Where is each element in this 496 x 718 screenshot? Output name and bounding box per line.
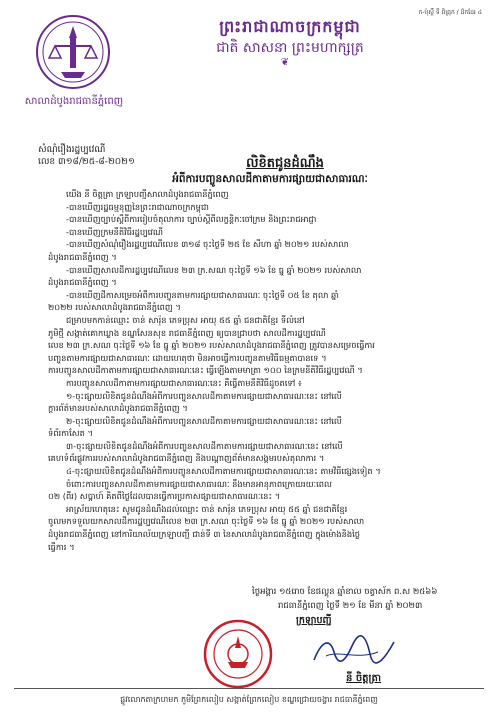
reference-mark: ក-ប៉ុស្តិ៍ ទី ពិព្រុក / ដ៏កដែរ ៤ xyxy=(418,9,482,16)
body-line: គេហទំព័រផ្លូវការរបស់សាលាដំបូងរាជធានីភ្នំពេញ និងបណ្តាញព័ត៌មានសង្គមរបស់តុលាការ ។ xyxy=(48,453,325,464)
handwritten-signature xyxy=(308,630,398,670)
body-line: ដំបូងរាជធានីភ្នំពេញ នៅការិយាល័យក្រឡាបញ្ជី ជាន់ទី ៣ នៃសាលាដំបូងរាជធានីភ្នំពេញ ក្នុងម៉ោងនិងថ្ងៃ xyxy=(48,529,361,540)
solar-date: រាជធានីភ្នំពេញ ថ្ងៃទី ២១ ខែ មីនា ឆ្នាំ ២០២៣ xyxy=(278,601,423,611)
body-line: លេខ ២៣ ក្រ.សណ ចុះថ្ងៃទី ១៦ ខែ ធ្នូ ឆ្នាំ ២០២១ របស់សាលាដំបូងរាជធានីភ្នំពេញ ត្រូវបានសម្រេចធ្វើការ xyxy=(48,340,375,351)
body-line: ធ្វើការ ។ xyxy=(48,541,75,552)
body-line: ចូលមកទទួលយកសាលដីការដ្ឋប្បវេណីលេខ ២៣ ក្រ.សណ ចុះថ្ងៃទី ១៦ ខែ ធ្នូ ឆ្នាំ ២០២១ របស់សាលា xyxy=(48,516,365,527)
body-line: ៣-ចុះផ្សាយលិខិតជូនដំណឹងអំពីការបញ្ចូនសាលដីកាតាមការផ្សាយជាសាធារណៈនេះ នៅលើ xyxy=(66,440,343,451)
footer-divider xyxy=(14,688,484,689)
kingdom-header: ព្រះរាជាណាចក្រកម្ពុជា xyxy=(219,17,361,36)
footer-address: ផ្លូវលោកតាក្រហមក ភូមិព្រែកលៀប សង្កាត់ព្រែកលៀប ខណ្ឌជ្រោយចង្វារ រាជធានីភ្នំពេញ xyxy=(120,695,378,704)
document-number: លេខ ៣១៨/២៥-៨-២០២១ xyxy=(38,157,135,167)
file-type: សំណុំរឿងរដ្ឋប្បវេណី xyxy=(38,145,106,155)
body-line: ទំព័រកាសែត ។ xyxy=(48,428,93,439)
document-title: លិខិតជូនដំណឹង xyxy=(246,156,324,171)
body-line: ក្តារព័ត៌មានរបស់សាលាដំបូងរាជធានីភ្នំពេញ ។ xyxy=(48,403,188,414)
body-line: ០២ (ពីរ) សប្តាហ៍ គិតពីថ្ងៃដែលបានធ្វើការប្រកាសផ្សាយជាសាធារណៈនេះ ។ xyxy=(48,491,281,502)
body-line: ការបញ្ចូនសាលដីកាតាមការផ្សាយជាសាធារណៈនេះ គឺធ្វើតាមនីតិវិធីដូចតទៅ ៖ xyxy=(66,377,302,388)
document-body xyxy=(48,188,480,553)
body-line: -បានឃើញរដ្ឋធម្មនុញ្ញនៃព្រះរាជាណាចក្រកម្ពុជា xyxy=(66,201,209,212)
lunar-date: ថ្ងៃអង្គារ ១៥រោច ខែផល្គុន ឆ្នាំខាល ចត្វាស័ក ព.ស ២៥៦៦ xyxy=(252,587,438,597)
signer-name: នី ចិត្តត្រា xyxy=(346,673,382,684)
body-line: ២-ចុះផ្សាយលិខិតជូនដំណឹងអំពីការបញ្ចូនសាលដីកាតាមការផ្សាយជាសាធារណៈនេះ នៅលើ xyxy=(66,415,342,426)
body-line: -បានឃើញដីកាសម្រេចអំពីការបញ្ចូនតាមការផ្សាយជាសាធារណៈ ចុះថ្ងៃទី ០៥ ខែ តុលា ឆ្នាំ xyxy=(66,289,339,300)
body-line: អាស្រ័យហេតុនេះ សូមជូនដំណឹងដល់ឈ្មោះ ចាន់ សារ៉ុន ភេទប្រុស អាយុ ៥៥ ឆ្នាំ ជនជាតិខ្មែរ xyxy=(66,503,348,514)
body-line: ការបញ្ចូនសាលដីកាតាមការផ្សាយជាសាធារណៈនេះ ធ្វើឡើងតាមមាត្រា ១០០ នៃក្រមនីតិវិធីរដ្ឋប្បវេណី ។ xyxy=(48,365,363,376)
body-line: ១-ចុះផ្សាយលិខិតជូនដំណឹងអំពីការបញ្ចូនសាលដីកាតាមការផ្សាយជាសាធារណៈនេះ នៅលើ xyxy=(66,390,342,401)
document-subtitle: អំពីការបញ្ចូនសាលដីកាតាមការផ្សាយជាសាធារណៈ xyxy=(172,173,368,185)
body-line: -បានឃើញច្បាប់ស្តីពីការរៀបចំតុលាការ ច្បាប់ស្តីពីលក្ខន្តិកៈចៅក្រម និងព្រះរាជអាជ្ញា xyxy=(66,214,317,225)
body-paragraphs xyxy=(48,201,480,554)
court-name: សាលាដំបូងរាជធានីភ្នំពេញ xyxy=(24,96,124,107)
body-line: ដំបូងរាជធានីភ្នំពេញ ។ xyxy=(48,251,117,262)
body-line: ដំបូងរាជធានីភ្នំពេញ ។ xyxy=(48,277,117,288)
national-motto: ជាតិ សាសនា ព្រះមហាក្សត្រ xyxy=(216,40,364,56)
from-line: យើង នី ចិត្តត្រា ក្រឡាបញ្ជីសាលាដំបូងរាជធានីភ្នំពេញ xyxy=(66,189,229,199)
court-emblem-icon xyxy=(33,12,113,94)
body-line: ចំពោះការបញ្ចូនសាលដីកាតាមការផ្សាយជាសាធារណៈ នឹងមានអានុភាពក្រោយរយៈពេល xyxy=(66,478,332,489)
body-line: បញ្ចូនតាមការផ្សាយជាសាធារណៈ ដោយហេតុថា មិនអាចធ្វើការបញ្ចូនតាមវិធីធម្មតាបានទេ ។ xyxy=(48,352,327,363)
body-line: ជម្រាបមកកាន់ឈ្មោះ ចាន់ សារ៉ុន ភេទប្រុស អាយុ ៥៥ ឆ្នាំ ជនជាតិខ្មែរ ទីលំនៅ xyxy=(66,314,305,325)
signer-title: ក្រឡាបញ្ជី xyxy=(296,615,332,626)
ornament-divider: ❦ xyxy=(280,57,290,68)
body-line: ៤-ចុះផ្សាយលិខិតជូនដំណឹងអំពីការបញ្ចូនសាលដីកាតាមការផ្សាយជាសាធារណៈនេះ តាមវិធីផ្សេងទៀត ។ xyxy=(66,466,381,477)
body-line: ២០២២ របស់សាលាដំបូងរាជធានីភ្នំពេញ ។ xyxy=(48,302,181,313)
body-line: ភូមិថ្មី សង្កាត់គោកឃ្លាង ខណ្ឌសែនសុខ រាជធានីភ្នំពេញ ឲ្យបានជ្រាបថា សាលដីការដ្ឋប្បវេណី xyxy=(48,327,326,338)
body-line: -បានឃើញក្រមនីតិវិធីរដ្ឋប្បវេណី xyxy=(66,226,164,237)
body-line: -បានឃើញសាលដីការដ្ឋប្បវេណីលេខ ២៣ ក្រ.សណ ចុះថ្ងៃទី ១៦ ខែ ធ្នូ ឆ្នាំ ២០២១ របស់សាលា xyxy=(66,264,362,275)
body-line: -បានឃើញសំណុំរឿងរដ្ឋប្បវេណីលេខ ៣១៨ ចុះថ្ងៃទី ២៥ ខែ សីហា ឆ្នាំ ២០២១ របស់សាលា xyxy=(66,239,349,250)
official-seal-icon xyxy=(202,618,274,690)
